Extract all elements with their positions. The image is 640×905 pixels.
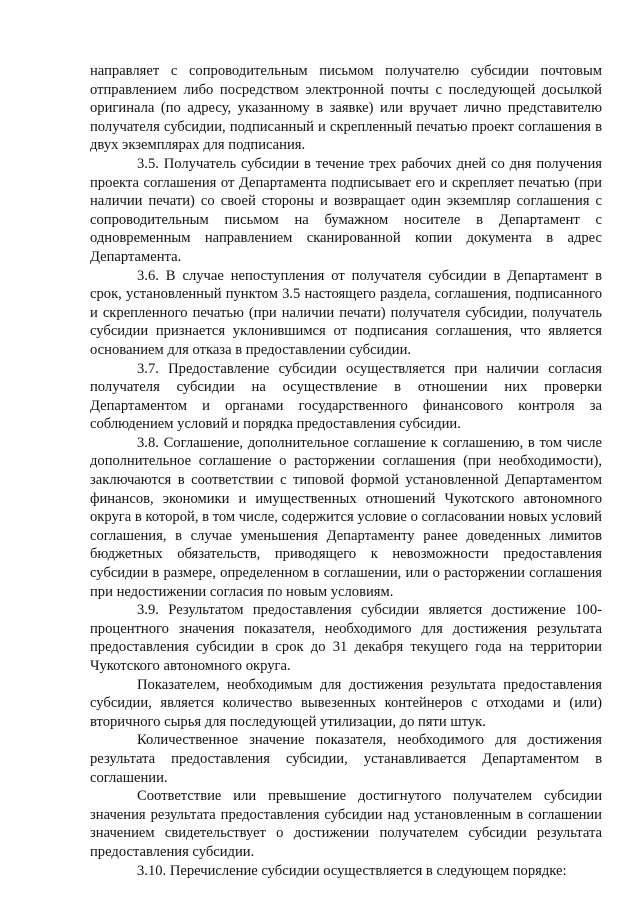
paragraph-3-6: 3.6. В случае непоступления от получателя субсидии в Департамент в срок, установленный пунктом 3.5 настоящего раздела, соглашения, подписанного и скрепленного печатью (при наличии печати) получателя субсидии, получатель субсидии признается уклонившимся от подписания соглашения, что является основанием для отказа в предоставлении субсидии. xyxy=(90,267,602,358)
paragraph-3-10: 3.10. Перечисление субсидии осуществляется в следующем порядке: xyxy=(137,862,567,879)
paragraph-continuation: направляет с сопроводительным письмом получателю субсидии почтовым отправлением либо посредством электронной почты с последующей досылкой оригинала (по адресу, указанному в заявке) или вручает лично представителю получателя субсидии, подписанный и скрепленный печатью проект соглашения в двух экземплярах для подписания. xyxy=(90,63,602,154)
paragraph-3-8: 3.8. Соглашение, дополнительное соглашение к соглашению, в том числе дополнительное соглашение о расторжении соглашения (при необходимости), заключаются в соответствии с типовой формой установленной Департаментом финансов, экономики и имущественных отношений Чукотского автономного округа в которой, в том числе, содержится условие о согласовании новых условий соглашения, в случае уменьшения Департаменту ранее доведенных лимитов бюджетных обязательств, приводящего к невозможности предоставления субсидии в размере, определенном в соглашении, или о расторжении соглашения при недостижении согласия по новым условиям. xyxy=(90,434,602,600)
paragraph-indicator: Показателем, необходимым для достижения результата предоставления субсидии, является количество вывезенных контейнеров с отходами и (или) вторичного сырья для последующей утилизации, до пяти штук. xyxy=(90,676,602,730)
paragraph-compliance: Соответствие или превышение достигнутого получателем субсидии значения результата предоставления субсидии над установленным в соглашении значением свидетельствует о достижении получателем субсидии результата предоставления субсидии. xyxy=(90,788,602,860)
paragraph-3-7: 3.7. Предоставление субсидии осуществляется при наличии согласия получателя субсидии на осуществление в отношении них проверки Департаментом и органами государственного финансового контроля за соблюдением условий и порядка предоставления субсидии. xyxy=(90,360,602,433)
paragraph-3-9: 3.9. Результатом предоставления субсидии является достижение 100-процентного значения показателя, необходимого для достижения результата предоставления субсидии в срок до 31 декабря текущего года на территории Чукотского автономного округа. xyxy=(90,602,602,674)
paragraph-indicator-value: Количественное значение показателя, необходимого для достижения результата предоставления субсидии, устанавливается Департаментом в соглашении. xyxy=(90,732,602,786)
paragraph-3-5: 3.5. Получатель субсидии в течение трех рабочих дней со дня получения проекта соглашения от Департамента подписывает его и скрепляет печатью (при наличии печати) со своей стороны и возвращает один экземпляр соглашения с сопроводительным письмом на бумажном носителе в Департамент с одновременным направлением сканированной копии документа в адрес Департамента. xyxy=(90,155,602,265)
document-page xyxy=(90,62,602,880)
